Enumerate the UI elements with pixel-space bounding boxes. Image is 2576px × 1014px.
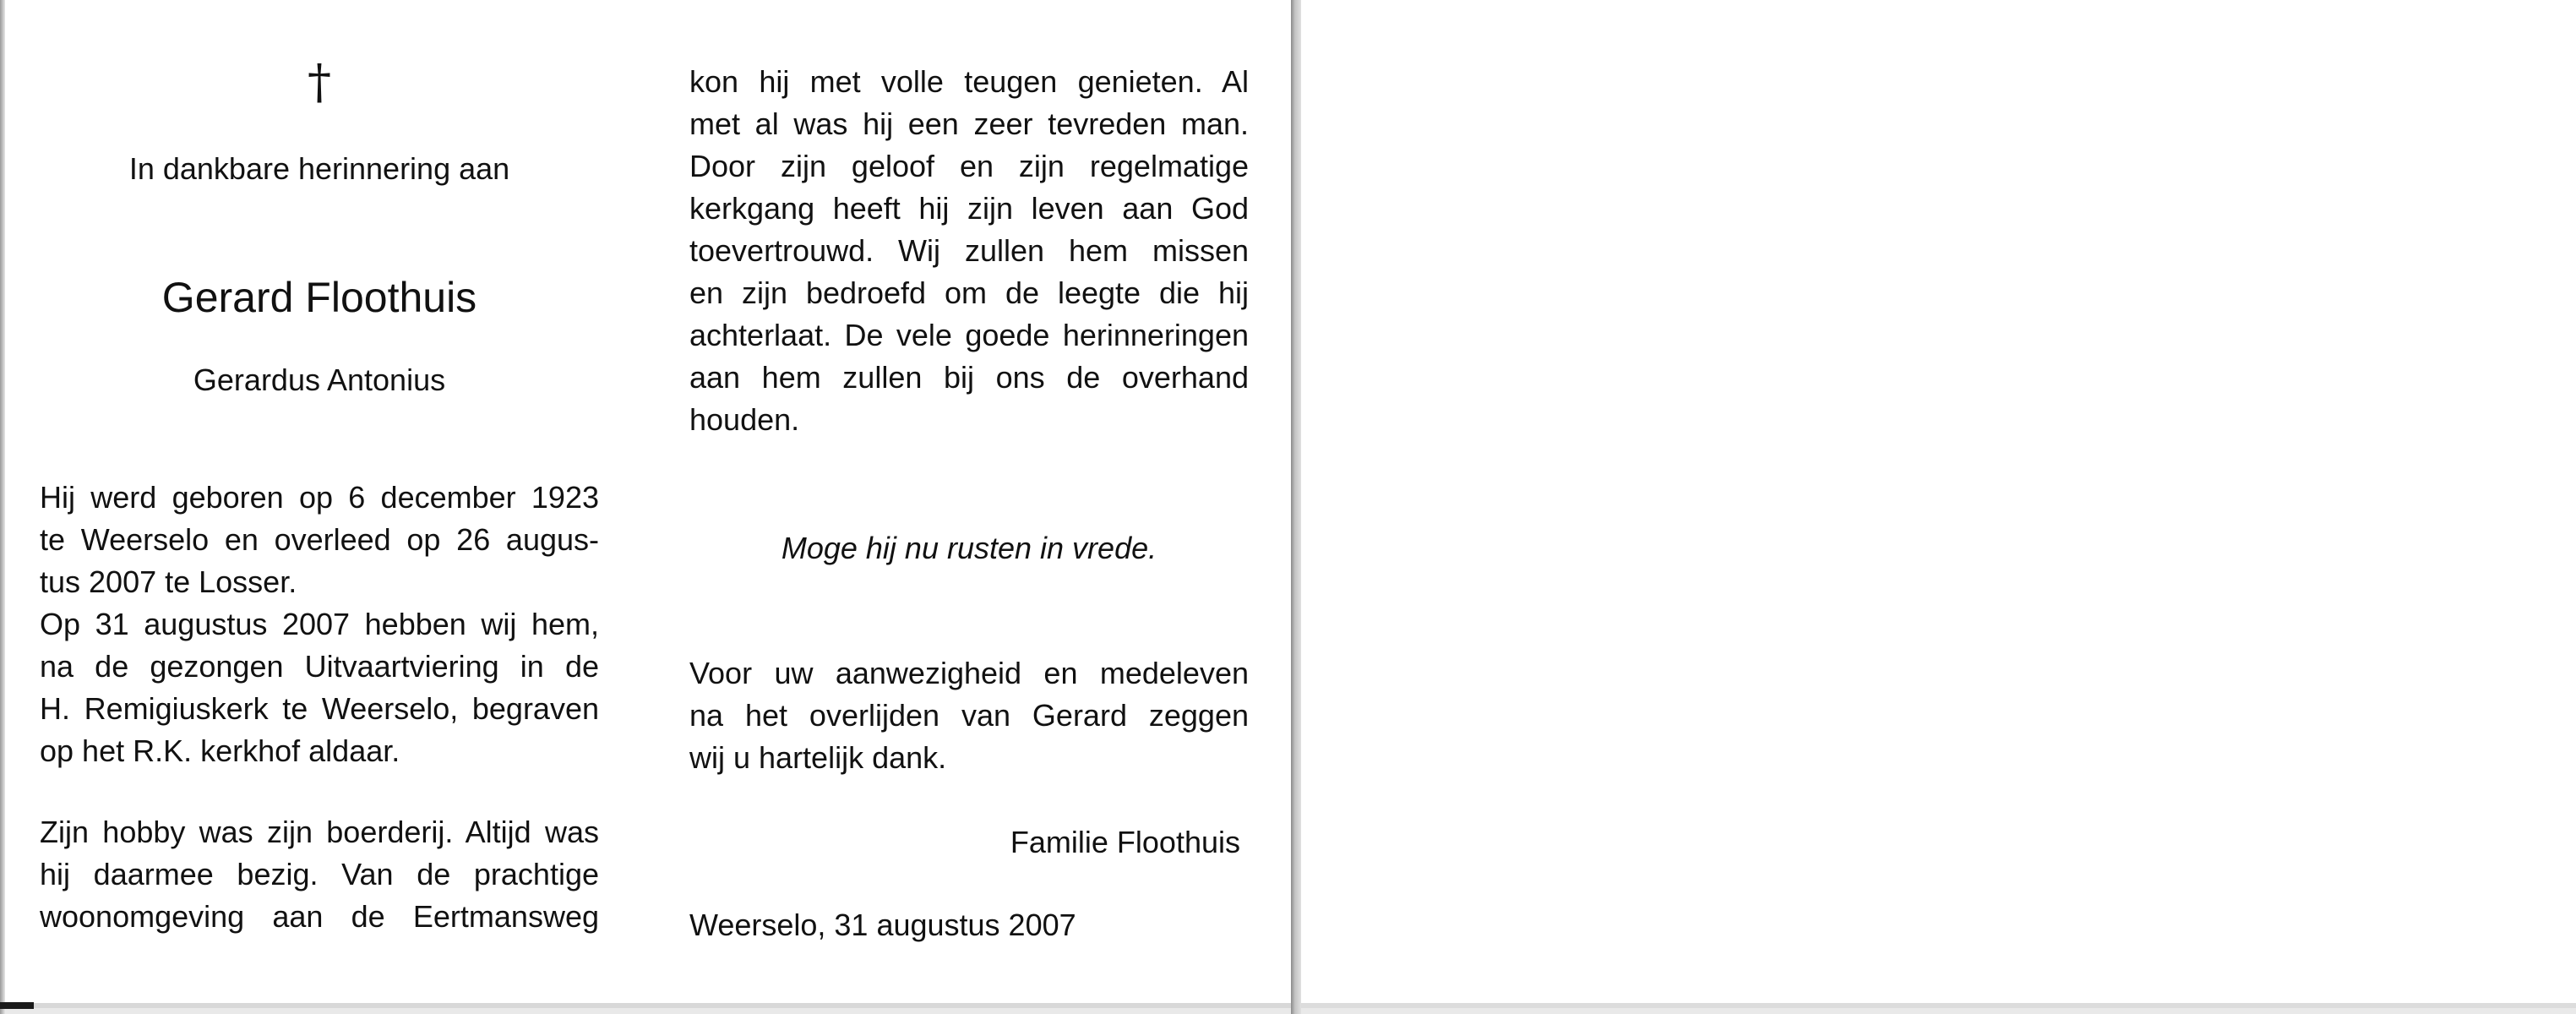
text-line: H. Remigiuskerk te Weerselo, begraven xyxy=(40,691,599,726)
text-line: woonomgeving aan de Eertmansweg xyxy=(40,899,599,934)
text-line: na de gezongen Uitvaartviering in de xyxy=(40,649,599,684)
text-line: wij u hartelijk dank. xyxy=(689,740,947,775)
intro-text: In dankbare herinnering aan xyxy=(128,151,510,186)
card-fold xyxy=(1291,0,1301,1014)
hobby-paragraph xyxy=(40,811,599,938)
text-line: hij daarmee bezig. Van de prachtige xyxy=(40,857,599,891)
text-line: te Weerselo en overleed op 26 augus- xyxy=(40,522,599,557)
text-line: na het overlijden van Gerard zeggen xyxy=(689,698,1249,733)
deceased-name: Gerard Floothuis xyxy=(161,274,477,321)
text-line: houden. xyxy=(689,402,800,437)
text-line: Op 31 augustus 2007 hebben wij hem, xyxy=(40,607,599,641)
text-line: met al was hij een zeer tevreden man. xyxy=(689,106,1249,141)
text-line: op het R.K. kerkhof aldaar. xyxy=(40,733,400,768)
text-line: Door zijn geloof en zijn regelmatige xyxy=(689,149,1249,183)
continued-paragraph xyxy=(689,61,1249,441)
text-line: kerkgang heeft hij zijn leven aan God xyxy=(689,191,1249,226)
text-line: en zijn bedroefd om de leegte die hij xyxy=(689,275,1249,310)
text-line: aan hem zullen bij ons de overhand xyxy=(689,360,1249,395)
family-signature: Familie Floothuis xyxy=(1010,825,1240,859)
rest-in-peace-text: Moge hij nu rusten in vrede. xyxy=(781,531,1157,565)
place-and-date: Weerselo, 31 augustus 2007 xyxy=(689,908,1076,942)
text-line: Zijn hobby was zijn boerderij. Altijd was xyxy=(40,815,599,849)
text-line: achterlaat. De vele goede herinneringen xyxy=(689,318,1249,352)
given-names: Gerardus Antonius xyxy=(193,363,446,397)
crop-mark xyxy=(0,1002,34,1009)
cross-icon: † xyxy=(308,55,331,110)
text-line: Hij werd geboren op 6 december 1923 xyxy=(40,480,599,515)
text-line: kon hij met volle teugen genieten. Al xyxy=(689,64,1249,99)
biography-paragraph xyxy=(40,477,599,772)
card-outer-right-page xyxy=(1301,0,2576,1008)
thanks-paragraph xyxy=(689,652,1249,779)
text-line: Voor uw aanwezigheid en medeleven xyxy=(689,656,1249,690)
text-line: toevertrouwd. Wij zullen hem missen xyxy=(689,233,1249,268)
card-inner-left-page xyxy=(0,0,1291,1008)
page-edge-shadow xyxy=(0,0,5,1014)
text-line: tus 2007 te Losser. xyxy=(40,564,297,599)
